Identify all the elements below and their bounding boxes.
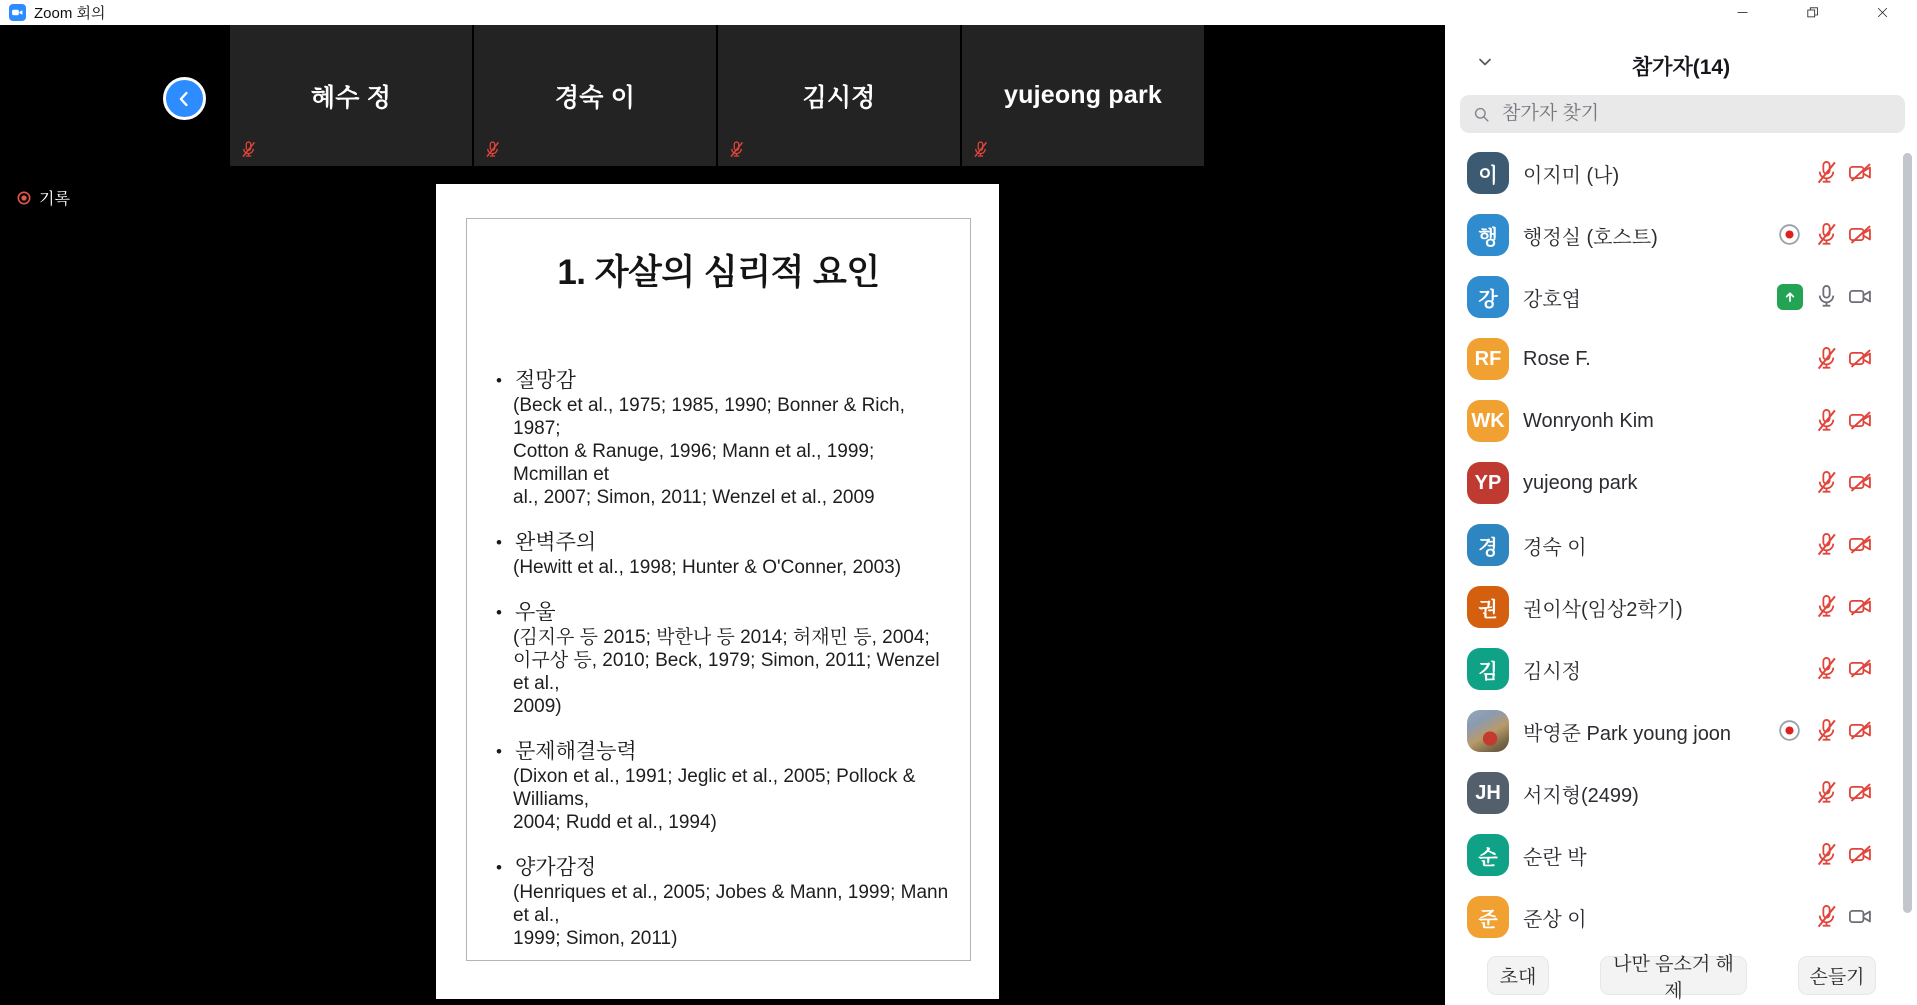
video-tile[interactable] xyxy=(962,25,1204,166)
participants-panel xyxy=(1445,25,1917,1005)
bullet-dot: • xyxy=(496,371,502,390)
participant-row[interactable] xyxy=(1445,328,1905,390)
shared-screen xyxy=(436,184,999,999)
bullet-dot: • xyxy=(496,742,502,761)
mic-muted-icon xyxy=(1813,593,1840,620)
citation-line: (Henriques et al., 2005; Jobes & Mann, 1999; Mann et al., xyxy=(513,882,949,926)
video-tile-name: 김시정 xyxy=(802,83,876,112)
slide-bullet xyxy=(496,854,954,950)
camera-off-icon xyxy=(1847,407,1874,434)
avatar: 준 xyxy=(1467,896,1509,938)
slide-bullet xyxy=(496,367,954,509)
bullet-citations xyxy=(496,556,954,579)
citation-line: (Dixon et al., 1991; Jeglic et al., 2005; Pollock & Williams, xyxy=(513,766,916,810)
recording-indicator-icon xyxy=(1776,221,1803,248)
video-tile[interactable] xyxy=(718,25,960,166)
mic-muted-icon xyxy=(1813,345,1840,372)
participant-row[interactable] xyxy=(1445,700,1905,762)
avatar: RF xyxy=(1467,338,1509,380)
mic-muted-icon xyxy=(1813,407,1840,434)
camera-off-icon xyxy=(1847,593,1874,620)
mic-on-icon xyxy=(1813,283,1840,310)
slide-bullet-list xyxy=(496,367,954,970)
mic-muted-icon xyxy=(1813,717,1840,744)
unmute-self-button[interactable]: 나만 음소거 해제 xyxy=(1600,956,1747,995)
participant-row[interactable] xyxy=(1445,390,1905,452)
participant-name: 박영준 Park young joon xyxy=(1523,722,1732,745)
citation-line: (Hewitt et al., 1998; Hunter & O'Conner, 2003) xyxy=(513,557,902,578)
participant-name: 강호엽 xyxy=(1523,288,1581,311)
participant-row[interactable] xyxy=(1445,638,1905,700)
close-button[interactable] xyxy=(1847,0,1917,25)
mic-muted-icon xyxy=(1813,159,1840,186)
bullet-term-text: 양가감정 xyxy=(515,856,597,879)
participant-name: Wonryonh Kim xyxy=(1523,409,1654,432)
participant-name: yujeong park xyxy=(1523,471,1638,494)
participant-row[interactable] xyxy=(1445,266,1905,328)
mic-muted-icon xyxy=(1813,779,1840,806)
participant-row[interactable] xyxy=(1445,824,1905,886)
participant-name: 순란 박 xyxy=(1523,846,1587,869)
camera-off-icon xyxy=(1847,531,1874,558)
bullet-citations xyxy=(496,626,954,718)
raise-hand-button[interactable]: 손들기 xyxy=(1798,956,1876,995)
record-dot-icon xyxy=(16,190,32,206)
mic-muted-icon xyxy=(727,140,746,159)
camera-off-icon xyxy=(1847,717,1874,744)
participant-list xyxy=(1445,142,1905,942)
bullet-citations xyxy=(496,394,954,509)
avatar: 이 xyxy=(1467,152,1509,194)
participant-name: 행정실 (호스트) xyxy=(1523,226,1658,249)
bullet-dot: • xyxy=(496,858,502,877)
window-controls xyxy=(1707,0,1917,25)
bullet-term-text: 완벽주의 xyxy=(515,531,597,554)
video-tile-name: 혜수 정 xyxy=(310,83,392,112)
avatar: 경 xyxy=(1467,524,1509,566)
participant-row[interactable] xyxy=(1445,204,1905,266)
slide-title: 1. 자살의 심리적 요인 xyxy=(557,253,880,292)
mic-muted-icon xyxy=(1813,841,1840,868)
citation-line: 이구상 등, 2010; Beck, 1979; Simon, 2011; Wenzel et al., xyxy=(513,650,940,694)
avatar: WK xyxy=(1467,400,1509,442)
screen-share-icon xyxy=(1776,283,1803,310)
recording-indicator-icon xyxy=(1776,717,1803,744)
camera-off-icon xyxy=(1847,779,1874,806)
zoom-logo-icon xyxy=(9,4,26,21)
mic-muted-icon xyxy=(483,140,502,159)
participant-name: Rose F. xyxy=(1523,347,1591,370)
camera-off-icon xyxy=(1847,841,1874,868)
avatar: YP xyxy=(1467,462,1509,504)
avatar: 강 xyxy=(1467,276,1509,318)
participant-name: 경숙 이 xyxy=(1523,536,1587,559)
slide-bullet xyxy=(496,738,954,834)
video-tile[interactable] xyxy=(474,25,716,166)
bullet-citations xyxy=(496,881,954,950)
camera-off-icon xyxy=(1847,159,1874,186)
avatar: JH xyxy=(1467,772,1509,814)
video-strip xyxy=(230,25,1204,166)
recording-label: 기록 xyxy=(39,191,70,208)
mic-muted-icon xyxy=(1813,531,1840,558)
video-tile-name: 경숙 이 xyxy=(554,83,636,112)
participant-name: 서지형(2499) xyxy=(1523,784,1639,807)
participant-row[interactable] xyxy=(1445,576,1905,638)
citation-line: (김지우 등 2015; 박한나 등 2014; 허재민 등, 2004; xyxy=(513,627,930,648)
participant-row[interactable] xyxy=(1445,762,1905,824)
avatar: 순 xyxy=(1467,834,1509,876)
chevron-left-icon xyxy=(174,88,196,110)
slide-bullet xyxy=(496,599,954,718)
avatar: 권 xyxy=(1467,586,1509,628)
participant-row[interactable] xyxy=(1445,142,1905,204)
participant-search xyxy=(1460,95,1905,133)
presentation-slide xyxy=(466,218,971,961)
camera-off-icon xyxy=(1847,221,1874,248)
bullet-citations xyxy=(496,765,954,834)
bullet-term-text: 절망감 xyxy=(515,369,576,392)
avatar-photo xyxy=(1467,710,1509,752)
mic-muted-icon xyxy=(971,140,990,159)
mic-muted-icon xyxy=(1813,655,1840,682)
video-tile-name: yujeong park xyxy=(1004,81,1162,109)
citation-line: 1999; Simon, 2011) xyxy=(513,928,678,949)
bullet-dot: • xyxy=(496,603,502,622)
bullet-term-text: 우울 xyxy=(515,601,556,624)
mic-muted-icon xyxy=(239,140,258,159)
restore-button[interactable] xyxy=(1777,0,1847,25)
citation-line: 2009) xyxy=(513,696,562,717)
mic-muted-icon xyxy=(1813,221,1840,248)
participant-row[interactable] xyxy=(1445,886,1905,942)
meeting-area xyxy=(0,25,1445,1005)
camera-on-icon xyxy=(1847,903,1874,930)
participant-row[interactable] xyxy=(1445,514,1905,576)
minimize-button[interactable] xyxy=(1707,0,1777,25)
window-title: Zoom 회의 xyxy=(34,5,106,22)
camera-off-icon xyxy=(1847,655,1874,682)
participant-name: 김시정 xyxy=(1523,660,1581,683)
camera-off-icon xyxy=(1847,345,1874,372)
participants-title: 참가자(14) xyxy=(1631,56,1731,79)
mic-muted-icon xyxy=(1813,469,1840,496)
window-titlebar xyxy=(0,0,1917,25)
camera-on-icon xyxy=(1847,283,1874,310)
avatar: 김 xyxy=(1467,648,1509,690)
bullet-dot: • xyxy=(496,533,502,552)
camera-off-icon xyxy=(1847,469,1874,496)
scrollbar-thumb[interactable] xyxy=(1903,153,1912,913)
video-tile[interactable] xyxy=(230,25,472,166)
invite-button[interactable]: 초대 xyxy=(1487,956,1549,995)
citation-line: Cotton & Ranuge, 1996; Mann et al., 1999; Mcmillan et xyxy=(513,441,875,485)
back-button[interactable] xyxy=(163,77,206,120)
citation-line: (Beck et al., 1975; 1985, 1990; Bonner & Rich, 1987; xyxy=(513,395,905,439)
search-icon xyxy=(1472,105,1491,124)
avatar: 행 xyxy=(1467,214,1509,256)
bullet-term-text: 문제해결능력 xyxy=(515,740,637,763)
participant-name: 권이삭(임상2학기) xyxy=(1523,598,1683,621)
recording-indicator xyxy=(16,186,70,209)
search-input[interactable] xyxy=(1500,102,1893,126)
participant-row[interactable] xyxy=(1445,452,1905,514)
citation-line: al., 2007; Simon, 2011; Wenzel et al., 2009 xyxy=(513,487,875,508)
participant-name: 이지미 (나) xyxy=(1523,164,1620,187)
slide-bullet xyxy=(496,529,954,579)
mic-muted-icon xyxy=(1813,903,1840,930)
participant-name: 준상 이 xyxy=(1523,908,1587,931)
citation-line: 2004; Rudd et al., 1994) xyxy=(513,812,717,833)
